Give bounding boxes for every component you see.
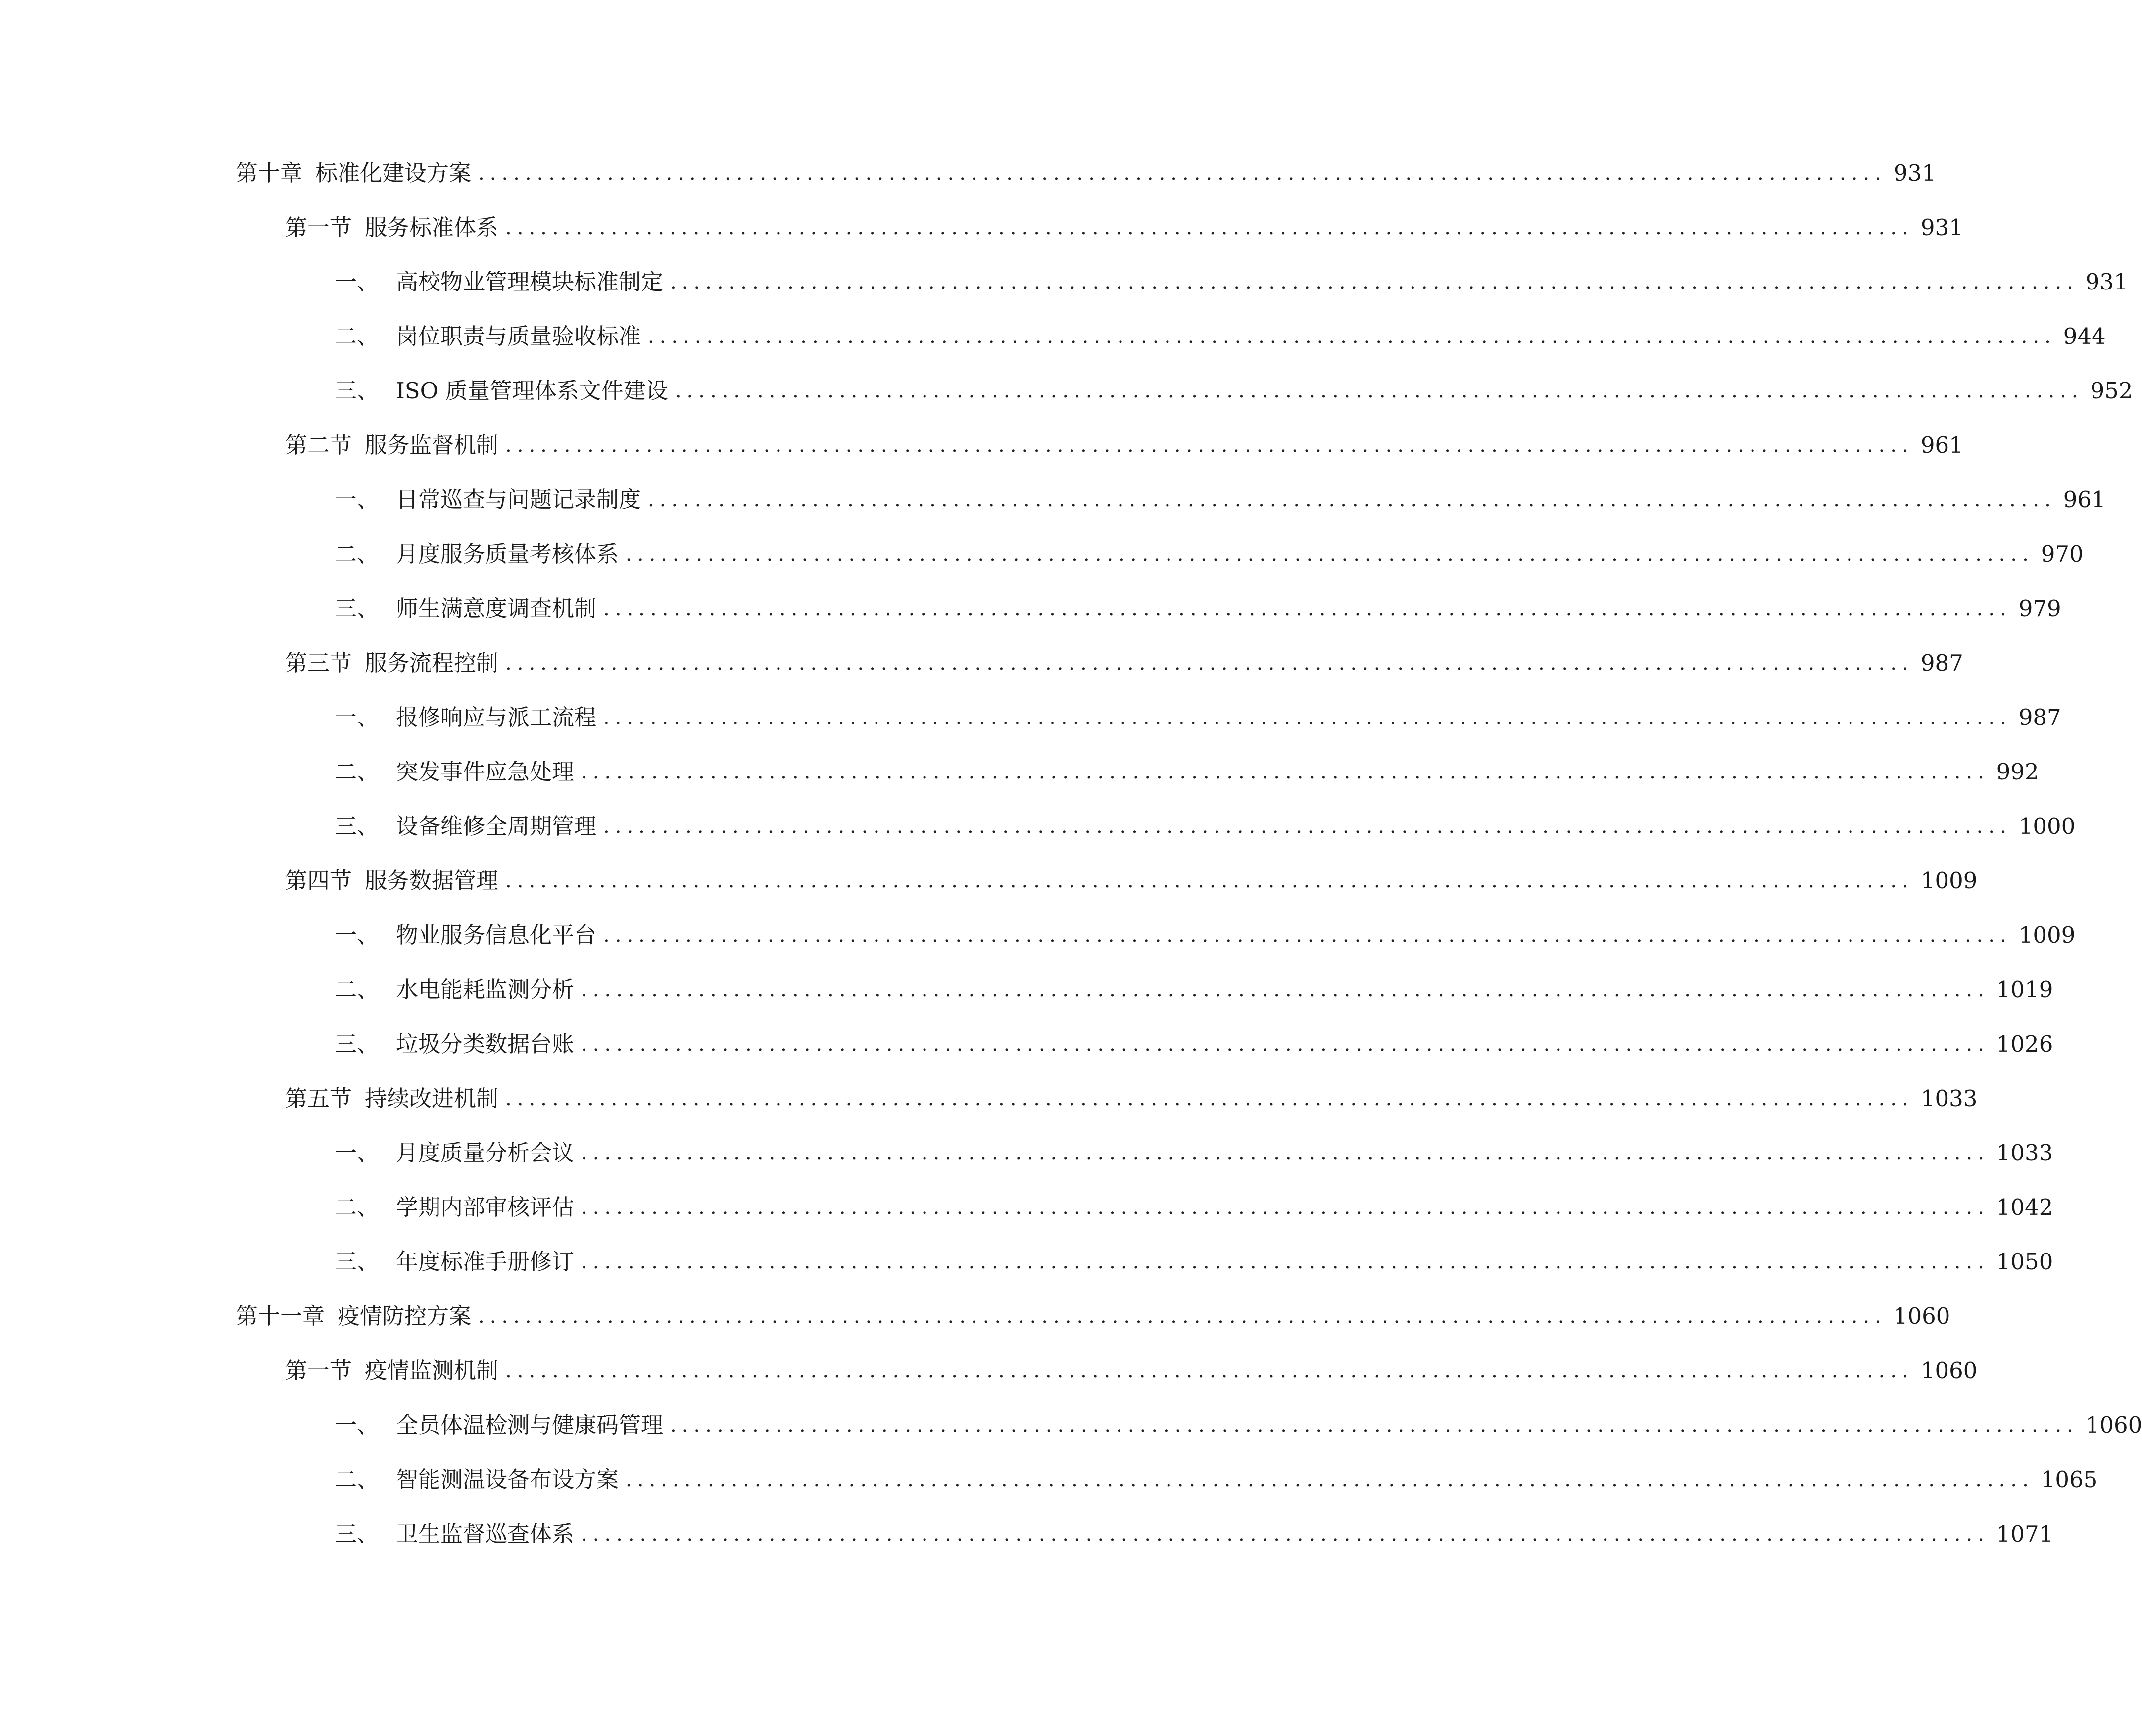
toc-entry-title: 水电能耗监测分析	[396, 976, 575, 1003]
toc-entry-page: 987	[1920, 650, 1963, 676]
toc-entry-title: 突发事件应急处理	[396, 759, 575, 785]
dot-leader: ........................................................................................................................	[478, 1305, 1887, 1328]
dot-leader: ........................................................................................................................	[505, 1087, 1914, 1110]
toc-entry-number: 一、	[335, 922, 380, 948]
toc-entry-title: 全员体温检测与健康码管理	[396, 1412, 664, 1438]
toc-entry-item[interactable]	[335, 534, 2084, 574]
toc-entry-number: 第五节	[285, 1085, 352, 1111]
toc-entry-title: 报修响应与派工流程	[396, 704, 597, 730]
toc-entry-item[interactable]	[335, 916, 2076, 955]
dot-leader: ........................................................................................................................	[581, 1251, 1990, 1273]
toc-entry-title: ISO 质量管理体系文件建设	[396, 378, 668, 404]
toc-entry-title: 月度服务质量考核体系	[396, 541, 619, 567]
toc-entry-number: 第四节	[285, 868, 352, 894]
toc-entry-page: 1019	[1996, 976, 2053, 1003]
toc-entry-number: 第一节	[285, 1357, 352, 1384]
toc-entry-page: 944	[2063, 323, 2106, 349]
toc-entry-item[interactable]	[335, 970, 2053, 1010]
toc-entry-title: 持续改进机制	[365, 1085, 499, 1111]
toc-entry-page: 961	[1920, 432, 1963, 458]
dot-leader: ........................................................................................................................	[505, 216, 1914, 239]
toc-entry-page: 1033	[1920, 1085, 1978, 1111]
dot-leader: ........................................................................................................................	[505, 869, 1914, 892]
toc-entry-page: 987	[2018, 704, 2061, 730]
toc-entry-title: 设备维修全周期管理	[396, 813, 597, 839]
toc-entry-page: 1060	[1920, 1357, 1978, 1384]
toc-entry-page: 1026	[1996, 1031, 2053, 1057]
toc-entry-number: 第二节	[285, 432, 352, 458]
toc-entry-page: 931	[1893, 160, 1936, 186]
toc-entry-title: 疫情监测机制	[365, 1357, 499, 1384]
dot-leader: ........................................................................................................................	[603, 706, 2012, 729]
toc-entry-title: 高校物业管理模块标准制定	[396, 269, 664, 295]
toc-entry-item[interactable]	[335, 1514, 2053, 1554]
toc-entry-number: 二、	[335, 759, 380, 785]
toc-entry-number: 一、	[335, 486, 380, 513]
toc-entry-number: 三、	[335, 1521, 380, 1547]
dot-leader: ........................................................................................................................	[581, 1142, 1990, 1164]
toc-entry-section[interactable]	[285, 643, 1963, 683]
toc-entry-page: 931	[2085, 269, 2128, 295]
toc-entry-number: 一、	[335, 269, 380, 295]
toc-entry-title: 学期内部审核评估	[396, 1194, 575, 1220]
toc-entry-page: 1071	[1996, 1521, 2053, 1547]
toc-entry-page: 1065	[2041, 1466, 2098, 1493]
toc-entry-item[interactable]	[335, 1188, 2053, 1227]
toc-entry-title: 服务数据管理	[365, 868, 499, 894]
toc-entry-title: 卫生监督巡查体系	[396, 1521, 575, 1547]
toc-entry-item[interactable]	[335, 1405, 2142, 1445]
toc-entry-section[interactable]	[285, 208, 1963, 247]
toc-entry-item[interactable]	[335, 1133, 2053, 1173]
toc-entry-title: 垃圾分类数据台账	[396, 1031, 575, 1057]
toc-entry-page: 961	[2063, 486, 2106, 513]
toc-entry-item[interactable]	[335, 752, 2039, 792]
toc-entry-number: 三、	[335, 813, 380, 839]
toc-entry-number: 第十章	[236, 160, 303, 186]
dot-leader: ........................................................................................................................	[505, 1359, 1914, 1382]
toc-entry-page: 1000	[2018, 813, 2076, 839]
toc-entry-section[interactable]	[285, 1079, 1978, 1118]
toc-entry-page: 1060	[2085, 1412, 2142, 1438]
toc-entry-page: 1050	[1996, 1249, 2053, 1275]
dot-leader: ........................................................................................................................	[478, 162, 1887, 185]
dot-leader: ........................................................................................................................	[581, 1196, 1990, 1219]
toc-entry-item[interactable]	[335, 589, 2061, 628]
toc-entry-chapter[interactable]	[236, 1297, 1950, 1336]
toc-entry-title: 师生满意度调查机制	[396, 595, 597, 622]
toc-entry-number: 二、	[335, 323, 380, 349]
toc-entry-title: 月度质量分析会议	[396, 1140, 575, 1166]
dot-leader: ........................................................................................................................	[581, 761, 1990, 783]
toc-entry-item[interactable]	[335, 1460, 2098, 1499]
toc-entry-item[interactable]	[335, 807, 2076, 846]
toc-entry-page: 992	[1996, 759, 2039, 785]
toc-entry-page: 1060	[1893, 1303, 1950, 1329]
toc-entry-title: 年度标准手册修订	[396, 1249, 575, 1275]
dot-leader: ........................................................................................................................	[675, 380, 2084, 402]
toc-entry-title: 岗位职责与质量验收标准	[396, 323, 641, 349]
toc-entry-page: 1033	[1996, 1140, 2053, 1166]
dot-leader: ........................................................................................................................	[505, 434, 1914, 457]
dot-leader: ........................................................................................................................	[603, 815, 2012, 838]
dot-leader: ........................................................................................................................	[505, 652, 1914, 675]
toc-entry-number: 第一节	[285, 214, 352, 241]
toc-entry-title: 智能测温设备布设方案	[396, 1466, 619, 1493]
toc-entry-number: 二、	[335, 1466, 380, 1493]
toc-entry-number: 二、	[335, 1194, 380, 1220]
toc-entry-title: 物业服务信息化平台	[396, 922, 597, 948]
toc-entry-number: 三、	[335, 595, 380, 622]
toc-entry-page: 1009	[1920, 868, 1978, 894]
toc-entry-title: 服务流程控制	[365, 650, 499, 676]
toc-entry-item[interactable]	[335, 262, 2128, 302]
toc-entry-number: 二、	[335, 541, 380, 567]
toc-entry-number: 第十一章	[236, 1303, 325, 1329]
toc-entry-number: 第三节	[285, 650, 352, 676]
toc-entry-item[interactable]	[335, 1242, 2053, 1282]
toc-entry-section[interactable]	[285, 861, 1978, 901]
toc-entry-title: 标准化建设方案	[315, 160, 472, 186]
toc-entry-number: 三、	[335, 1031, 380, 1057]
toc-entry-section[interactable]	[285, 1351, 1978, 1391]
dot-leader: ........................................................................................................................	[603, 597, 2012, 620]
dot-leader: ........................................................................................................................	[603, 924, 2012, 947]
toc-entry-section[interactable]	[285, 426, 1963, 465]
toc-entry-item[interactable]	[335, 480, 2106, 520]
dot-leader: ........................................................................................................................	[648, 325, 2056, 348]
dot-leader: ........................................................................................................................	[581, 1523, 1990, 1545]
toc-entry-page: 1009	[2018, 922, 2076, 948]
toc-entry-number: 一、	[335, 1140, 380, 1166]
toc-entry-page: 952	[2090, 378, 2133, 404]
dot-leader: ........................................................................................................................	[581, 978, 1990, 1001]
dot-leader: ........................................................................................................................	[581, 1033, 1990, 1056]
toc-entry-title: 疫情防控方案	[338, 1303, 472, 1329]
toc-entry-page: 931	[1920, 214, 1963, 241]
toc-entry-title: 日常巡查与问题记录制度	[396, 486, 641, 513]
toc-entry-number: 三、	[335, 1249, 380, 1275]
toc-entry-page: 1042	[1996, 1194, 2053, 1220]
toc-entry-number: 三、	[335, 378, 380, 404]
toc-entry-title: 服务监督机制	[365, 432, 499, 458]
toc-entry-number: 一、	[335, 704, 380, 730]
toc-entry-title: 服务标准体系	[365, 214, 499, 241]
dot-leader: ........................................................................................................................	[626, 543, 2034, 566]
toc-entry-page: 970	[2041, 541, 2084, 567]
toc-entry-item[interactable]	[335, 371, 2133, 411]
toc-entry-page: 979	[2018, 595, 2061, 622]
dot-leader: ........................................................................................................................	[670, 1414, 2079, 1437]
toc-entry-item[interactable]	[335, 317, 2106, 356]
toc-entry-number: 一、	[335, 1412, 380, 1438]
toc-entry-item[interactable]	[335, 1024, 2053, 1064]
dot-leader: ........................................................................................................................	[626, 1468, 2034, 1491]
toc-entry-item[interactable]	[335, 698, 2061, 737]
dot-leader: ........................................................................................................................	[648, 488, 2056, 511]
dot-leader: ........................................................................................................................	[670, 271, 2079, 293]
toc-entry-chapter[interactable]	[236, 153, 1936, 193]
toc-entry-number: 二、	[335, 976, 380, 1003]
